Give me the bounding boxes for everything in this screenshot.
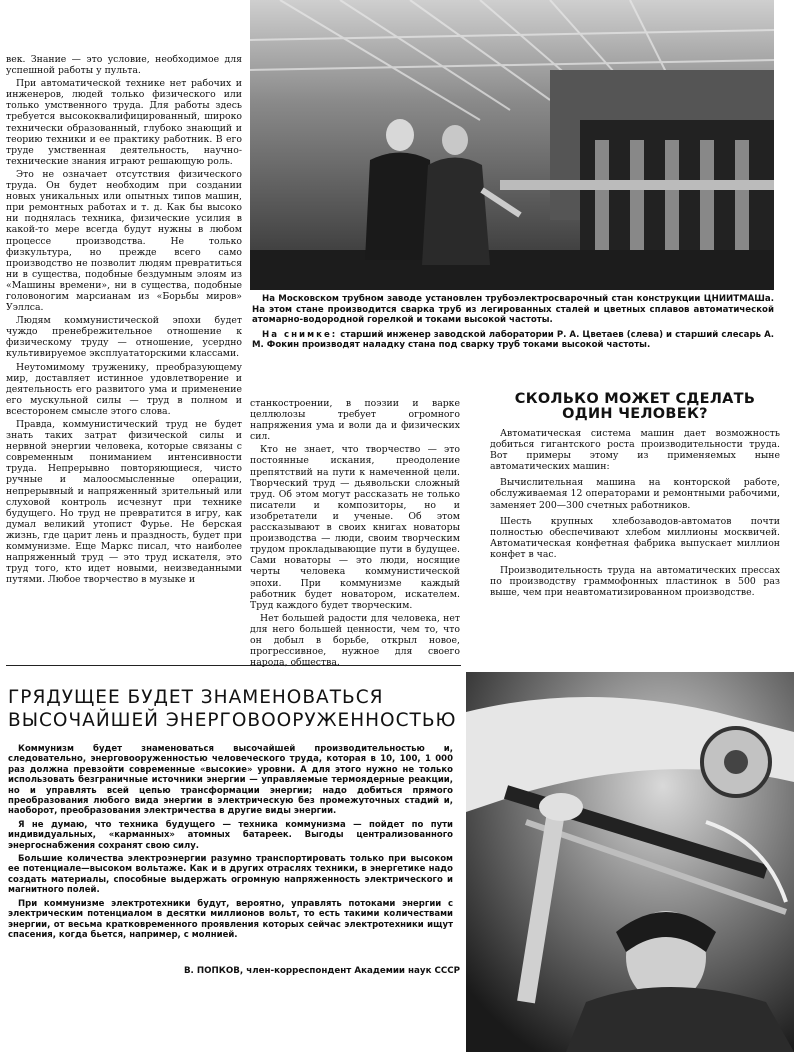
- paragraph: Правда, коммунистический труд не будет знать таких затрат физической силы и нервной энергии человека, которые связаны с современным пониманием интенсивности труда. Непрерывно повторяющиеся, чисто ручные и малоосмысленные операции, непрерывный и напряженный зрительный или слуховой контроль исчезнут при технике будущего. Но труд не превратится в игру, как думал великий утопист Фурье. Не берская жизнь, где царит лень и праздность, будет при коммунизме. Еще Маркс писал, что наиболее напряженный труд — это труд искателя, это труд того, кто идет новыми, неизведанными путями. Любое творчество в музыке и: [6, 419, 242, 586]
- headline-line-1: ГРЯДУЩЕЕ БУДЕТ ЗНАМЕНОВАТЬСЯ: [8, 687, 384, 708]
- paragraph: Кто не знает, что творчество — это постоянные искания, преодоление препятствий на пути к намеченной цели. Творческий труд — дьявольски сложный труд. Об этом могут рассказать не только писатели и композиторы, но и изобретатели и ученые. Об этом рассказывают в своих книгах новаторы производства — люди, своим творческим трудом прокладывающие пути в будущее. Сами новаторы — это люди, носящие черты человека коммунистической эпохи. При коммунизме каждый работник будет новатором, искателем. Труд каждого будет творческим.: [250, 444, 460, 611]
- article-paragraph: Коммунизм будет знаменоваться высочайшей производительностью и, следовательно, энерговооруженностью человеческого труда, которая в 10, 100, 1 000 раз должна превзойти современные «высокие» уровни. А для этого нужно не только использовать безграничные источники энергии — управляемые термоядерные реакции, но и управлять всей цепью трансформации энергии; надо добиться прямого преобразования любого вида энергии в электрическую без промежуточных стадий и, наоборот, преобразования электричества в другие виды энергии.: [8, 744, 453, 817]
- paragraph: При автоматической технике нет рабочих и инженеров, людей только физического или только умственного труда. Для работы здесь требуется высококвалифицированный, широко технически образованный, глубоко знающий и теорию техники и ее практику работник. В его труде умственная деятельность, научно-технические знания играют решающую роль.: [6, 78, 242, 167]
- sidebar-paragraph: Производительность труда на автоматических прессах по производству граммофонных пластинок в 500 раз выше, чем при неавтоматизированном производстве.: [490, 565, 780, 599]
- photo-illustration: [466, 672, 794, 1052]
- photo-caption: [252, 294, 774, 355]
- left-text-column: [6, 54, 242, 587]
- paragraph: Людям коммунистической эпохи будет чуждо пренебрежительное отношение к физическому труду — отношение, усердно культивируемое эксплуататорскими классами.: [6, 315, 242, 360]
- photo-pipe-welding-mill: [250, 0, 774, 290]
- paragraph: Нет большей радости для человека, нет для него большей ценности, чем то, что он добыл в борьбе, открыл новое, прогрессивное, нужное для своего народа, общества.: [250, 612, 460, 669]
- paragraph: станкостроении, в поэзии и варке целлюлозы требует огромного напряжения ума и воли да и физических сил.: [250, 398, 460, 443]
- sidebar-how-much-one-person: [490, 390, 780, 603]
- caption-label: На снимке:: [262, 329, 338, 340]
- paragraph: Неутомимому труженику, преобразующему мир, доставляет истинное удовлетворение и деятельность его развитого ума и применение его мускульной силы — труд в полном и всесторонем смысле этого слова.: [6, 361, 242, 417]
- headline-line-2: ВЫСОЧАЙШЕЙ ЭНЕРГОВООРУЖЕННОСТЬЮ: [8, 710, 457, 731]
- middle-text-column: [250, 398, 460, 670]
- sidebar-title: СКОЛЬКО МОЖЕТ СДЕЛАТЬ ОДИН ЧЕЛОВЕК?: [514, 391, 756, 422]
- article-paragraph: При коммунизме электротехники будут, вероятно, управлять потоками энергии с электрическим потенциалом в десятки миллионов вольт, то есть такими количествами энергии, от весьма кратковременного проявления которых сейчас электротехники ищут спасения, когда бьется, например, с молнией.: [8, 898, 453, 940]
- article-paragraph: Я не думаю, что техника будущего — техника коммунизма — пойдет по пути индивидуальных, «карманных» атомных батареек. Выгоды централизованного энергоснабжения сохранят свою силу.: [8, 819, 453, 851]
- section-divider: [6, 665, 461, 666]
- article-paragraph: Большие количества электроэнергии разумно транспортировать только при высоком ее потенциале—высоком вольтаже. Как и в других отраслях техники, в энергетике надо создать материалы, способные выдержать огромную напряженность электрического и магнитного полей.: [8, 854, 453, 896]
- sidebar-paragraph: Шесть крупных хлебозаводов-автоматов почти полностью обеспечивают хлебом миллионы москвичей. Автоматическая конфетная фабрика выпускает миллион конфет в час.: [490, 515, 780, 560]
- author-signature: В. ПОПКОВ, член-корреспондент Академии наук СССР: [183, 966, 460, 976]
- paragraph: Это не означает отсутствия физического труда. Он будет необходим при создании новых уникальных или опытных типов машин, при ремонтных работах и т. д. Как бы высоко ни поднялась техника, физические усилия в какой-то мере всегда будут нужны в любом процессе производства. Не только физкультура, но прежде всего само производство не позволит людям превратиться ни в существа, подобные бездумным элоям из «Машины времени», ни в существа, подобные головоногим марсианам из «Борьбы миров» Уэллса.: [6, 168, 242, 314]
- sidebar-paragraph: Автоматическая система машин дает возможность добиться гигантского роста производительности труда. Вот примеры этому из применяемых ныне автоматических машин:: [490, 428, 780, 473]
- sidebar-paragraph: Вычислительная машина на конторской работе, обслуживаемая 12 операторами и ремонтными рабочими, заменяет 200—300 счетных работников.: [490, 477, 780, 511]
- caption-detail: старший инженер заводской лаборатории Р. А. Цветаев (слева) и старший слесарь А. М. Фокин производят наладку стана под сварку труб токами высокой частоты.: [252, 329, 774, 351]
- article-headline: [8, 686, 463, 732]
- photo-illustration: [250, 0, 774, 290]
- article-body: [8, 744, 453, 943]
- caption-text: На Московском трубном заводе установлен трубоэлектросварочный стан конструкции ЦНИИТМАШа. На этом стане производится сварка труб из легированных сталей и цветных сплавов автоматической атомарно-водородной горелкой и токами высокой частоты.: [252, 294, 774, 326]
- paragraph: век. Знание — это условие, необходимое для успешной работы у пульта.: [6, 54, 242, 77]
- photo-technician: [466, 672, 794, 1052]
